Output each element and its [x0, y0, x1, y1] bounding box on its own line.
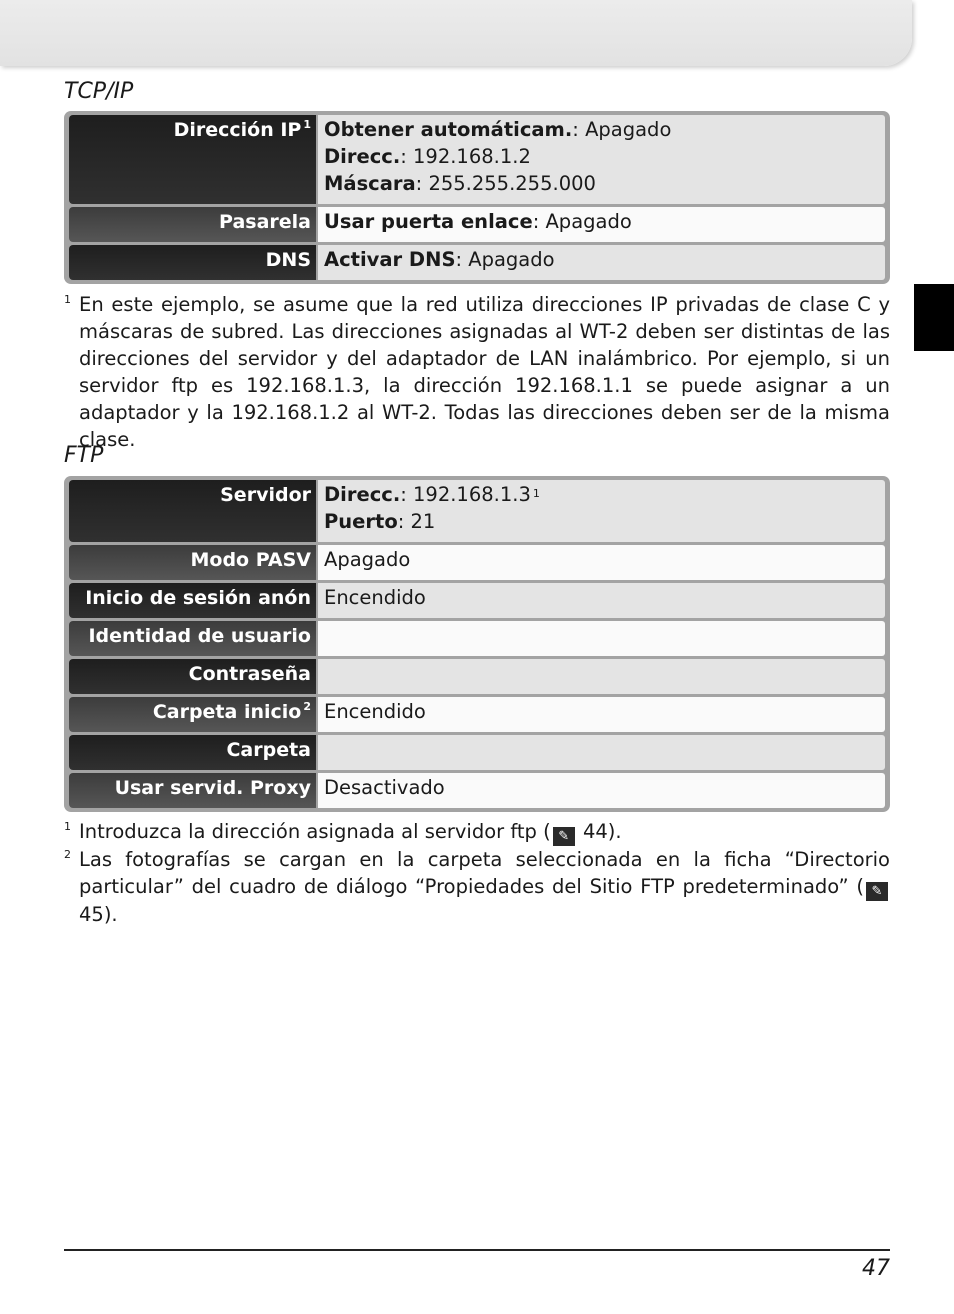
- row-key: Carpeta: [69, 735, 316, 770]
- row-value: Usar puerta enlace: Apagado: [318, 207, 885, 242]
- row-value: Desactivado: [318, 773, 885, 808]
- table-row: [69, 773, 885, 808]
- row-key: Modo PASV: [69, 545, 316, 580]
- footnote-text: Introduzca la dirección asignada al servidor ftp ( ✎ 44).: [79, 820, 622, 844]
- ftp-settings-table: [64, 476, 890, 812]
- row-key: Dirección IP $^1$: [69, 115, 316, 204]
- tcpip-settings-table: [64, 111, 890, 284]
- footnote-text: Las fotografías se cargan en la carpeta seleccionada en la ficha “Directorio particular” del cuadro de diálogo “Propiedades del Sitio FTP predeterminado” ( ✎ 45).: [79, 848, 890, 926]
- table-row: [69, 659, 885, 694]
- chapter-tab: [914, 284, 954, 351]
- footnote-mark: 1: [64, 820, 71, 833]
- page-number: 47: [862, 1256, 890, 1281]
- row-key: Contraseña: [69, 659, 316, 694]
- row-key: Inicio de sesión anón: [69, 583, 316, 618]
- row-key: Pasarela: [69, 207, 316, 242]
- table-row: [69, 115, 885, 204]
- page-reference-icon: ✎: [866, 882, 888, 901]
- page-reference-icon: ✎: [553, 827, 575, 846]
- table-row: [69, 545, 885, 580]
- tcpip-section-title: TCP/IP: [64, 79, 134, 104]
- tcpip-footnote: [64, 291, 890, 453]
- header-band: [0, 0, 912, 66]
- row-key: Identidad de usuario: [69, 621, 316, 656]
- row-key: DNS: [69, 245, 316, 280]
- table-row: [69, 245, 885, 280]
- footer-rule: [64, 1249, 890, 1251]
- row-value: [318, 659, 885, 694]
- row-key: Carpeta inicio $^2$: [69, 697, 316, 732]
- ftp-section-title: FTP: [64, 443, 104, 468]
- footnote-text: En este ejemplo, se asume que la red utiliza direcciones IP privadas de clase C y máscaras de subred. Las direcciones asignadas al WT-2 deben ser distintas de las direcciones del servidor y del adaptador de LAN inalámbrico. Por ejemplo, si un servidor ftp es 192.168.1.3, la dirección 192.168.1.1 se puede asignar a un adaptador y la 192.168.1.2 al WT-2. Todas las direcciones deben ser de la misma clase.: [79, 293, 890, 451]
- row-value: [318, 621, 885, 656]
- table-row: [69, 735, 885, 770]
- footnote-mark: 1: [64, 293, 71, 306]
- table-row: [69, 583, 885, 618]
- row-value: Apagado: [318, 545, 885, 580]
- row-value: Encendido: [318, 583, 885, 618]
- row-value: Direcc.: 192.168.1.3 $^1$ Puerto: 21: [318, 480, 885, 542]
- row-value: [318, 735, 885, 770]
- row-value: Activar DNS: Apagado: [318, 245, 885, 280]
- footnote-mark: 2: [64, 848, 71, 861]
- ftp-footnotes: [64, 818, 890, 928]
- row-value: Obtener automáticam.: Apagado Direcc.: 192.168.1.2 Máscara: 255.255.255.000: [318, 115, 885, 204]
- table-row: [69, 621, 885, 656]
- row-key: Servidor: [69, 480, 316, 542]
- row-value: Encendido: [318, 697, 885, 732]
- row-key: Usar servid. Proxy: [69, 773, 316, 808]
- table-row: [69, 480, 885, 542]
- table-row: [69, 207, 885, 242]
- table-row: [69, 697, 885, 732]
